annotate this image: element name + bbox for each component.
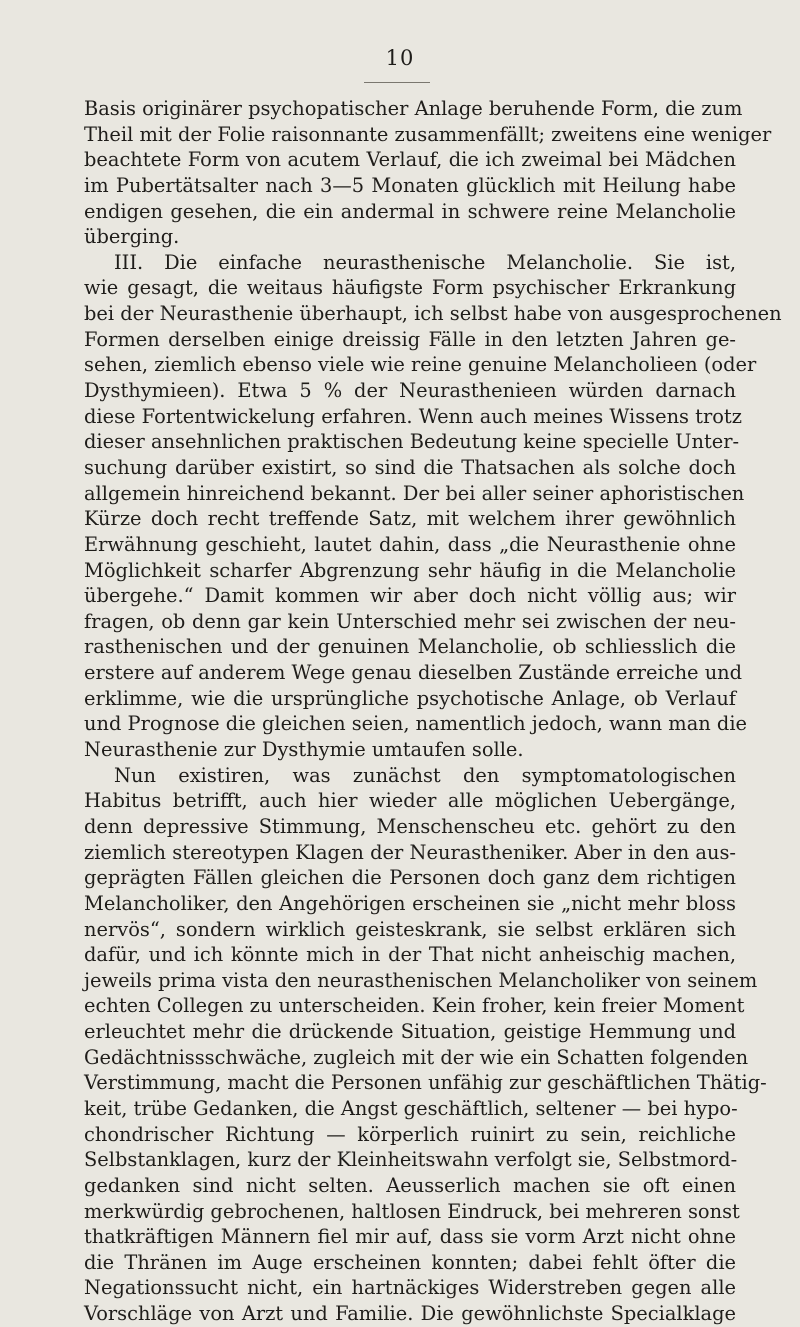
text-line: wie gesagt, die weitaus häufigste Form psychischer Erkrankung (84, 276, 736, 300)
text-line: und Prognose die gleichen seien, namentlich jedoch, wann man die (84, 712, 747, 736)
text-line: Basis originärer psychopatischer Anlage beruhende Form, die zum (84, 97, 743, 120)
text-line: überging. (84, 225, 180, 249)
text-line: Gedächtnissschwäche, zugleich mit der wie ein Schatten folgenden (84, 1045, 749, 1069)
text-line: Erwähnung geschieht, lautet dahin, dass „die Neurasthenie ohne (84, 532, 736, 556)
text-line: nervös“, sondern wirklich geisteskrank, sie selbst erklären sich (84, 917, 736, 941)
text-line: Selbstanklagen, kurz der Kleinheitswahn verfolgt sie, Selbstmord- (84, 1148, 738, 1172)
text-line: rasthenischen und der genuinen Melancholie, ob schliesslich die (84, 635, 736, 659)
text-line: allgemein hinreichend bekannt. Der bei aller seiner aphoristischen (84, 481, 745, 505)
text-line: merkwürdig gebrochenen, haltlosen Eindruck, bei mehreren sonst (84, 1199, 740, 1223)
text-line: dafür, und ich könnte mich in der That nicht anheischig machen, (84, 943, 736, 967)
text-line: erklimme, wie die ursprüngliche psychotische Anlage, ob Verlauf (84, 686, 736, 710)
text-line: Vorschläge von Arzt und Familie. Die gewöhnlichste Specialklage (84, 1302, 736, 1326)
text-line: sehen, ziemlich ebenso viele wie reine genuine Melancholieen (oder (84, 353, 757, 377)
text-line: suchung darüber existirt, so sind die Thatsachen als solche doch (84, 455, 736, 479)
text-line: Verstimmung, macht die Personen unfähig zur geschäftlichen Thätig- (84, 1071, 767, 1095)
header-rule (364, 82, 430, 83)
text-line: Melancholiker, den Angehörigen erscheinen sie „nicht mehr bloss (84, 891, 736, 915)
text-line: Möglichkeit scharfer Abgrenzung sehr häufig in die Melancholie (84, 558, 736, 582)
text-line: Kürze doch recht treffende Satz, mit welchem ihrer gewöhnlich (84, 507, 736, 531)
page-number: 10 (385, 46, 415, 70)
text-line: dieser ansehnlichen praktischen Bedeutung keine specielle Unter- (84, 430, 740, 454)
text-line: Negationssucht nicht, ein hartnäckiges Widerstreben gegen alle (84, 1276, 736, 1300)
text-line: übergehe.“ Damit kommen wir aber doch nicht völlig aus; wir (84, 584, 736, 608)
text-line: bei der Neurasthenie überhaupt, ich selbst habe von ausgesprochenen (84, 302, 782, 326)
text-line: echten Collegen zu unterscheiden. Kein froher, kein freier Moment (84, 994, 745, 1018)
text-line: Nun existiren, was zunächst den symptomatologischen (114, 763, 736, 787)
text-line: die Thränen im Auge erscheinen konnten; dabei fehlt öfter die (84, 1250, 736, 1274)
text-line: denn depressive Stimmung, Menschenscheu etc. gehört zu den (84, 814, 736, 838)
text-line: erleuchtet mehr die drückende Situation, geistige Hemmung und (84, 1020, 736, 1044)
text-line: diese Fortentwickelung erfahren. Wenn auch meines Wissens trotz (84, 404, 742, 428)
text-line: Theil mit der Folie raisonnante zusammenfällt; zweitens eine weniger (84, 122, 772, 146)
text-line: thatkräftigen Männern fiel mir auf, dass sie vorm Arzt nicht ohne (84, 1225, 736, 1249)
text-line: erstere auf anderem Wege genau dieselben Zustände erreiche und (84, 661, 743, 685)
text-line: endigen gesehen, die ein andermal in schwere reine Melancholie (84, 199, 736, 223)
text-line: chondrischer Richtung — körperlich ruinirt zu sein, reichliche (84, 1122, 736, 1146)
text-line: im Pubertätsalter nach 3—5 Monaten glücklich mit Heilung habe (84, 173, 736, 197)
body-text (84, 96, 782, 1327)
text-line: beachtete Form von acutem Verlauf, die ich zweimal bei Mädchen (84, 148, 736, 172)
text-line: Neurasthenie zur Dysthymie umtaufen solle. (84, 738, 524, 762)
text-line: keit, trübe Gedanken, die Angst geschäftlich, seltener — bei hypo- (84, 1096, 738, 1120)
text-line: fragen, ob denn gar kein Unterschied mehr sei zwischen der neu- (84, 609, 736, 633)
text-line: geprägten Fällen gleichen die Personen doch ganz dem richtigen (84, 866, 736, 890)
text-line: Dysthymieen). Etwa 5 % der Neurasthenieen würden darnach (84, 379, 736, 403)
text-line: Formen derselben einige dreissig Fälle in den letzten Jahren ge- (84, 327, 736, 351)
text-line: jeweils prima vista den neurasthenischen Melancholiker von seinem (84, 968, 758, 992)
text-line: III. Die einfache neurasthenische Melancholie. Sie ist, (114, 250, 736, 274)
text-line: gedanken sind nicht selten. Aeusserlich machen sie oft einen (84, 1173, 736, 1197)
text-line: ziemlich stereotypen Klagen der Neurastheniker. Aber in den aus- (84, 840, 736, 864)
text-line: Habitus betrifft, auch hier wieder alle möglichen Uebergänge, (84, 789, 736, 813)
